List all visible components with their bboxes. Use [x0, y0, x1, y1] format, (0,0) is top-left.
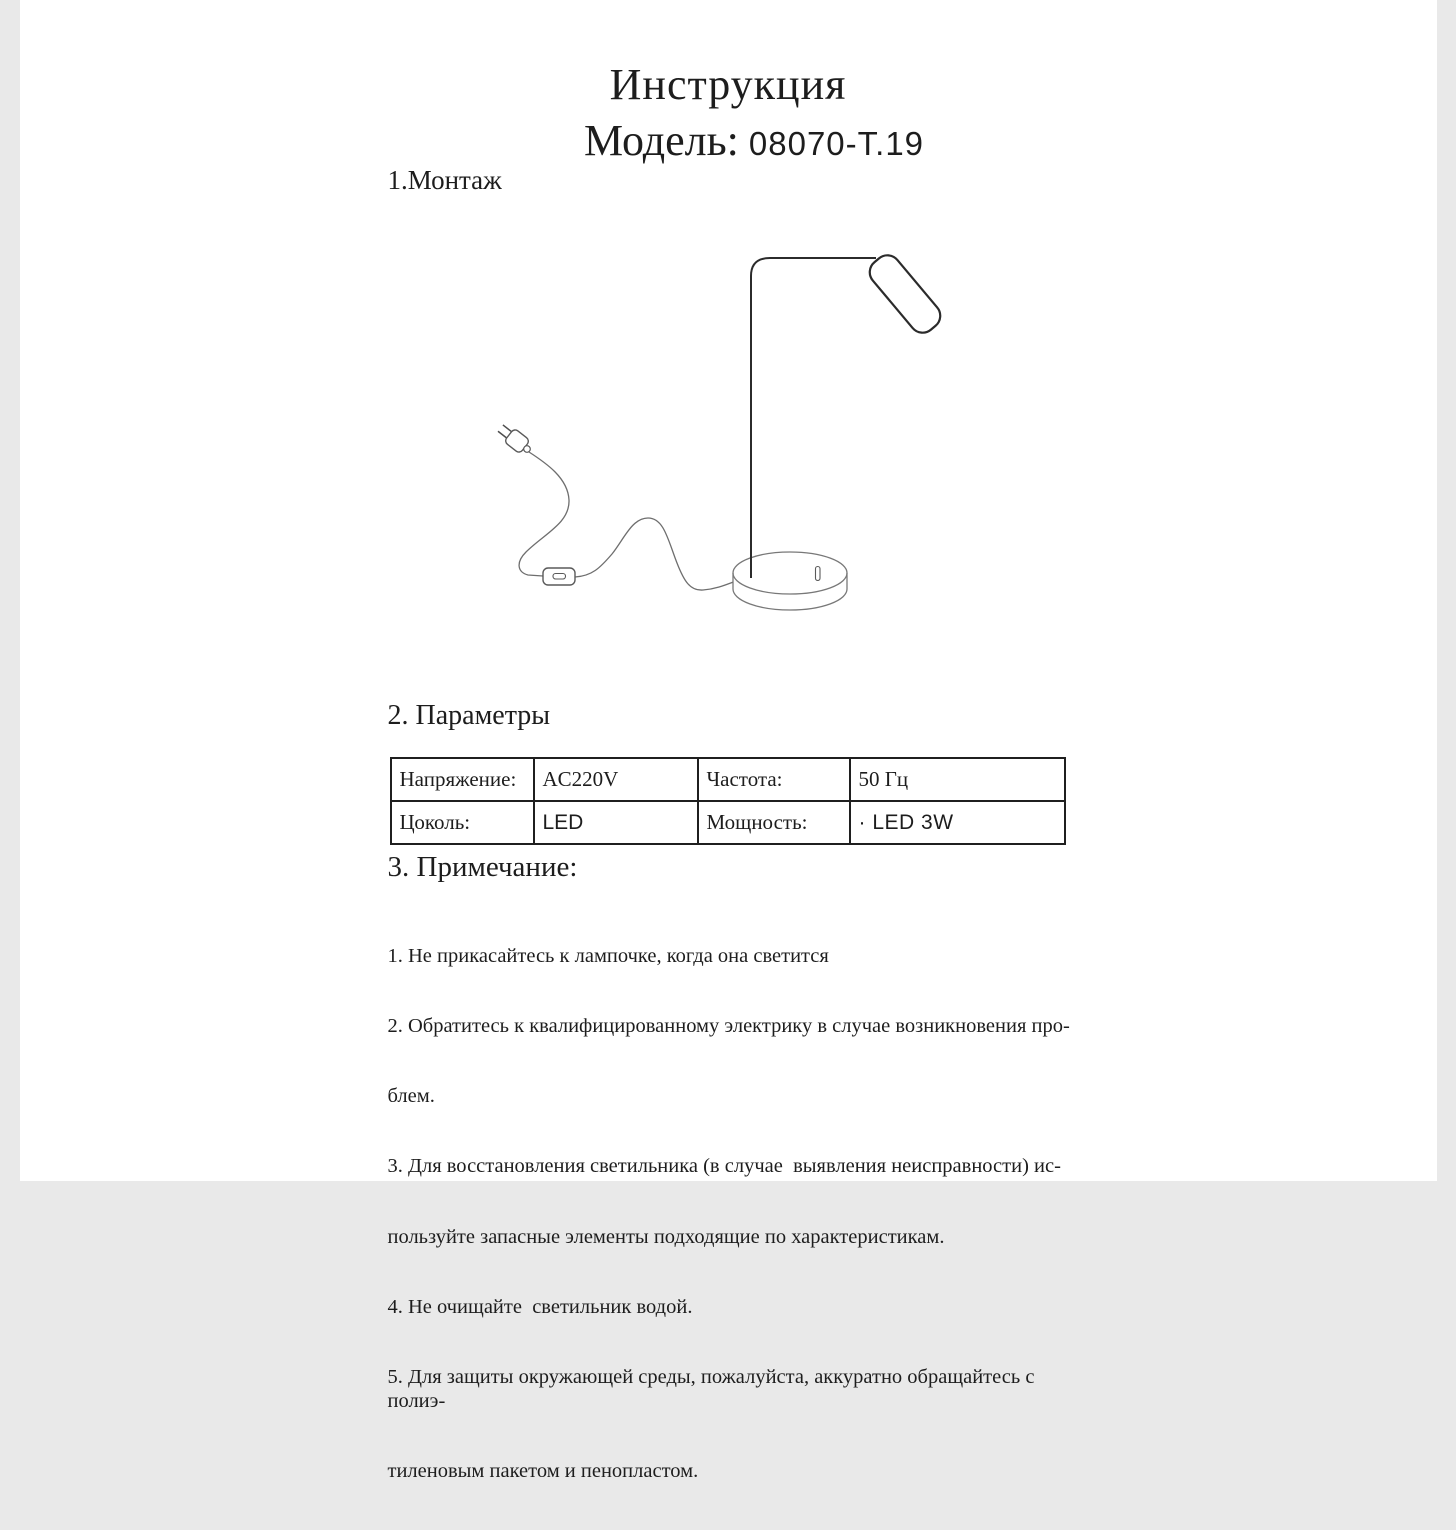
note-line: 5. Для защиты окружающей среды, пожалуйста, аккуратно обращайтесь с полиэ- [388, 1366, 1088, 1413]
param-value-power: · LED 3W [850, 801, 1065, 844]
param-label-power: Мощность: [698, 801, 850, 844]
param-value-voltage: AC220V [534, 758, 698, 801]
section-parameters-heading: 2. Параметры [388, 701, 551, 732]
param-label-voltage: Напряжение: [391, 758, 534, 801]
lamp-head [864, 250, 945, 338]
power-cord-segment-2 [575, 518, 736, 590]
param-value-frequency: 50 Гц [850, 758, 1065, 801]
note-line: тиленовым пакетом и пенопластом. [388, 1460, 1088, 1483]
note-line: 4. Не очищайте светильник водой. [388, 1296, 1088, 1319]
note-line: 1. Не прикасайтесь к лампочке, когда она светится [388, 945, 1088, 968]
table-lamp-diagram [460, 220, 980, 650]
inline-switch-icon [543, 568, 575, 585]
param-label-frequency: Частота: [698, 758, 850, 801]
param-label-socket: Цоколь: [391, 801, 534, 844]
section-notes-heading: 3. Примечание: [388, 852, 578, 884]
plug-cord-joint [523, 446, 530, 453]
model-label: Модель: [584, 116, 739, 165]
page-title: Инструкция [20, 62, 1437, 108]
table-row [391, 801, 1065, 844]
note-line: 3. Для восстановления светильника (в случае выявления неисправности) ис- [388, 1155, 1088, 1178]
instruction-page [20, 0, 1437, 1181]
note-line: пользуйте запасные элементы подходящие по характеристикам. [388, 1226, 1088, 1249]
note-line: 2. Обратитесь к квалифицированному электрику в случае возникновения про- [388, 1015, 1088, 1038]
table-row [391, 758, 1065, 801]
note-line: блем. [388, 1085, 1088, 1108]
lamp-stem [751, 258, 876, 578]
model-number: 08070-T.19 [749, 125, 924, 162]
section-mounting-heading: 1.Монтаж [388, 166, 502, 196]
notes-list [388, 898, 1088, 1530]
power-cord-segment-1 [519, 452, 569, 576]
parameters-table [390, 757, 1066, 845]
param-value-socket: LED [534, 801, 698, 844]
base-button-slot [815, 567, 820, 581]
model-line [46, 118, 1456, 164]
